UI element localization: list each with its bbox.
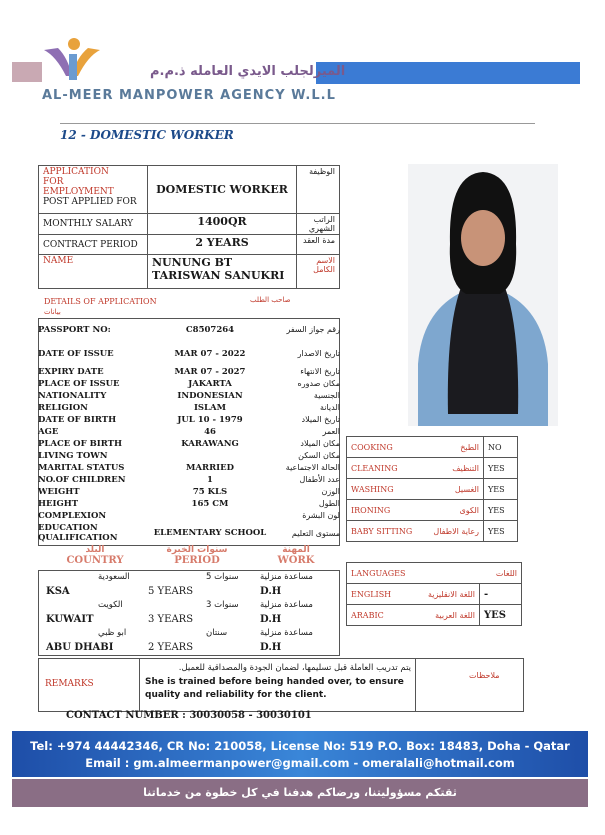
languages-table [346,562,522,626]
detail-row [38,402,340,413]
skill-row [347,437,518,458]
detail-label: LIVING TOWN [38,450,108,461]
experience-row [38,600,340,628]
applicant-photo [408,164,558,426]
detail-label-ar: الديانة [319,403,340,412]
detail-label-ar: العمر [322,427,340,436]
name-ar: الاسم الكامل [297,255,340,289]
detail-row [38,414,340,425]
detail-value: MARRIED [186,462,234,473]
footer-email-line: Email : gm.almeermanpower@gmail.com - omeralali@hotmail.com [85,756,515,770]
detail-row [38,378,340,389]
skill-row [347,479,518,500]
salary-label: MONTHLY SALARY [39,214,148,235]
detail-label: EDUCATION QUALIFICATION [38,523,118,543]
experience-period-ar: 5 سنوات [206,572,239,582]
experience-work-ar: مساعدة منزلية [260,628,313,638]
detail-value: 46 [204,426,216,437]
details-ar1: صاحب الطلب [250,296,291,304]
language-name-ar: اللغة العربية [435,610,475,620]
experience-period-ar: 3 سنوات [206,600,239,610]
experience-country: KUWAIT [46,614,94,625]
detail-label: DATE OF ISSUE [38,348,114,359]
language-level: - [480,584,522,605]
detail-label: HEIGHT [38,498,79,509]
languages-title-cell: LANGUAGES اللغات [347,563,522,584]
detail-value: INDONESIAN [177,390,243,401]
detail-value: MAR 07 - 2027 [174,366,246,377]
detail-label: PLACE OF ISSUE [38,378,120,389]
detail-label: DATE OF BIRTH [38,414,117,425]
country-heading: البلد COUNTRY [66,545,124,566]
skill-row [347,458,518,479]
detail-row [38,324,340,335]
detail-row [38,390,340,401]
contact-number: CONTACT NUMBER : 30030058 - 30030101 [66,710,312,721]
detail-value: ELEMENTARY SCHOOL [153,528,267,538]
post-applied-label: POST APPLIED FOR [43,197,137,207]
header-accent-right [316,62,580,84]
contract-ar: مدة العقد [297,235,340,255]
detail-label-ar: تاريخ الانتهاء [300,367,340,376]
language-level: YES [480,605,522,626]
remarks-text-ar: يتم تدريب العاملة قبل تسليمها، لضمان الجودة والمصداقية للعميل. [178,663,411,673]
skill-value: YES [484,479,518,500]
skill-name: COOKING [351,442,393,452]
detail-label-ar: لون البشرة [302,511,340,520]
experience-work: D.H [260,586,282,597]
name-label: NAME [39,255,148,289]
experience-work-ar: مساعدة منزلية [260,600,313,610]
work-heading: المهنة WORK [277,545,315,566]
detail-label-ar: تاريخ الاصدار [297,349,340,358]
experience-work: D.H [260,614,282,625]
footer-contact-line: Tel: +974 44442346, CR No: 210058, License No: 519 P.O. Box: 18483, Doha - Qatar [30,739,570,753]
detail-label: RELIGION [38,402,88,413]
detail-row [38,438,340,449]
skill-name: IRONING [351,505,391,515]
skill-value: YES [484,458,518,479]
experience-period-ar: سنتان [206,628,228,638]
experience-row [38,628,340,656]
detail-value: 1 [207,474,213,485]
experience-country: KSA [46,586,70,597]
footer-slogan: ثقتكم مسؤوليتنا، ورضاكم هدفنا في كل خطوة من خدماتنا [12,779,588,807]
detail-label-ar: الطول [318,499,340,508]
detail-label: NATIONALITY [38,390,107,401]
experience-country-ar: السعودية [98,572,130,582]
detail-label-ar: مكان السكن [298,451,340,460]
experience-country-ar: ابو ظبي [98,628,127,638]
salary-ar: الراتب الشهري [297,214,340,235]
remarks-text-en: She is trained before being handed over, to ensure quality and reliability for the client. [145,677,404,700]
detail-label: AGE [38,426,59,437]
language-row [347,605,522,626]
skill-value: YES [484,521,518,542]
skill-name-ar: الكوى [459,505,479,515]
skill-value: NO [484,437,518,458]
detail-label: NO.OF CHILDREN [38,474,126,485]
language-row [347,584,522,605]
detail-label-ar: الوزن [321,487,340,496]
skill-name: BABY SITTING [351,526,413,536]
remarks-label-ar: ملاحظات [469,671,500,680]
application-label-cell: APPLICATION FOR EMPLOYMENT POST APPLIED FOR [39,166,148,214]
details-label: DETAILS OF APPLICATION [44,297,157,306]
footer-band [12,731,588,777]
detail-value: 75 KLS [192,486,228,497]
detail-label-ar: مكان صدوره [297,379,340,388]
skill-name-ar: الطبخ [460,442,479,452]
detail-label-ar: عدد الأطفال [299,475,340,484]
remarks-box [38,658,524,712]
agency-name-arabic: الميرلجلب الايدي العامله ذ.م.م [150,64,346,79]
skills-table [346,436,518,542]
period-heading: سنوات الخبرة PERIOD [166,545,228,566]
skill-name: WASHING [351,484,394,494]
detail-label-ar: مستوى التعليم [291,528,340,538]
agency-logo-icon [36,36,106,86]
detail-value: 165 CM [191,498,229,509]
detail-value: JUL 10 - 1979 [177,414,243,425]
experience-work-ar: مساعدة منزلية [260,572,313,582]
skill-name-ar: التنظيف [452,463,479,473]
detail-label-ar: رقم جواز السفر [286,325,340,334]
detail-row [38,426,340,437]
detail-row [38,486,340,497]
detail-label: WEIGHT [38,486,80,497]
detail-row [38,510,340,521]
language-name: ARABIC [351,610,384,620]
experience-country-ar: الكويت [98,600,123,610]
skill-name: CLEANING [351,463,398,473]
detail-row [38,462,340,473]
detail-row [38,348,340,359]
skill-row [347,521,518,542]
experience-country: ABU DHABI [46,642,114,653]
detail-value: ISLAM [193,402,227,413]
detail-label-ar: مكان الميلاد [300,439,340,448]
application-table [38,165,340,289]
contract-value: 2 YEARS [148,235,297,255]
detail-label: PASSPORT NO: [38,324,111,335]
detail-label: EXPIRY DATE [38,366,104,377]
detail-label: MARITAL STATUS [38,462,125,473]
contract-label: CONTRACT PERIOD [39,235,148,255]
detail-value: C8507264 [185,324,235,335]
detail-row [38,522,340,544]
details-ar2: بيانات [44,308,61,316]
detail-value: KARAWANG [181,438,239,449]
skill-name-ar: الغسيل [454,484,479,494]
detail-label-ar: تاريخ الميلاد [301,415,340,424]
detail-label-ar: الحالة الاجتماعية [285,463,340,472]
remarks-label: REMARKS [45,679,94,689]
detail-label: COMPLEXION [38,510,107,521]
detail-row [38,474,340,485]
experience-period: 2 YEARS [148,642,194,653]
experience-work: D.H [260,642,282,653]
experience-period: 3 YEARS [148,614,194,625]
detail-label: PLACE OF BIRTH [38,438,122,449]
detail-row [38,366,340,377]
detail-value: JAKARTA [188,378,232,389]
agency-name-english: AL-MEER MANPOWER AGENCY W.L.L [42,88,336,103]
skill-row [347,500,518,521]
skill-name-ar: رعاية الاطفال [433,526,479,536]
name-value: NUNUNG BT TARISWAN SANUKRI [148,255,297,289]
header-divider [60,123,535,124]
post-applied-ar: الوظيفة [297,166,340,214]
skill-value: YES [484,500,518,521]
language-name: ENGLISH [351,589,392,599]
experience-row [38,572,340,600]
experience-period: 5 YEARS [148,586,194,597]
detail-row [38,498,340,509]
language-name-ar: اللغة الانقليزية [427,589,475,599]
detail-label-ar: الجنسية [313,391,340,400]
detail-row [38,450,340,461]
detail-value: MAR 07 - 2022 [174,348,246,359]
post-applied-value: DOMESTIC WORKER [148,166,297,214]
salary-value: 1400QR [148,214,297,235]
section-title: 12 - DOMESTIC WORKER [60,128,234,142]
